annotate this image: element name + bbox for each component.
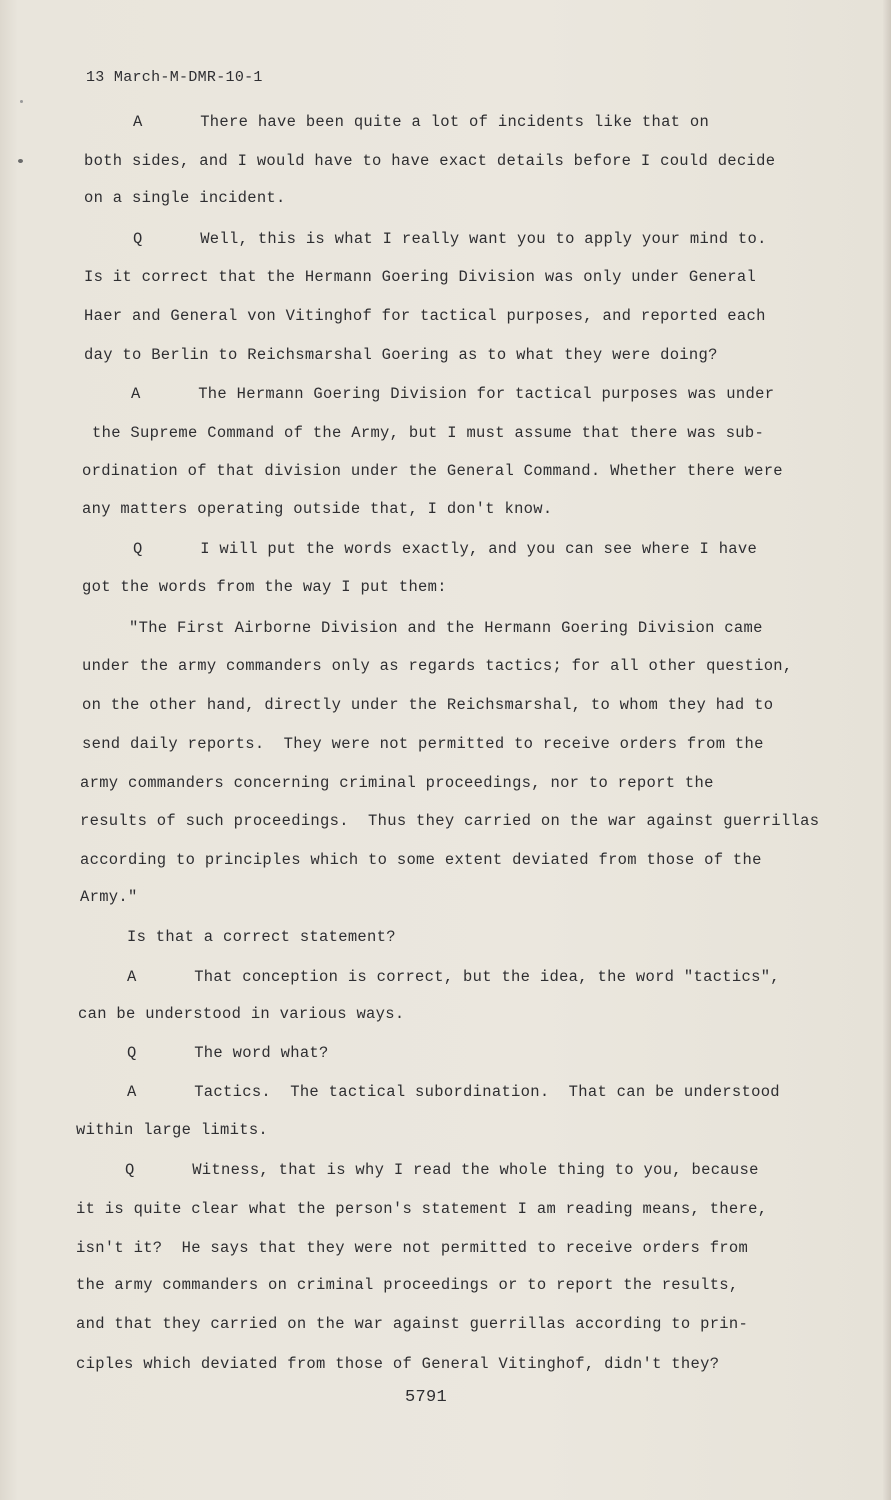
transcript-line: any matters operating outside that, I don't know. [82, 500, 553, 518]
document-header: 13 March-M-DMR-10-1 [86, 69, 263, 86]
transcript-line: within large limits. [76, 1121, 269, 1139]
transcript-line: Q The word what? [127, 1044, 329, 1062]
transcript-line: Is that a correct statement? [127, 928, 396, 946]
transcript-line: day to Berlin to Reichsmarshal Goering as to what they were doing? [84, 346, 718, 364]
margin-mark [18, 159, 23, 163]
page-edge [883, 0, 891, 1500]
transcript-line: A Tactics. The tactical subordination. That can be understood [127, 1083, 780, 1101]
page-number: 5791 [405, 1388, 448, 1407]
transcript-line: ciples which deviated from those of General Vitinghof, didn't they? [76, 1355, 720, 1373]
transcript-line: it is quite clear what the person's statement I am reading means, there, [76, 1200, 768, 1218]
transcript-line: both sides, and I would have to have exact details before I could decide [84, 152, 776, 170]
transcript-line: can be understood in various ways. [78, 1005, 405, 1023]
transcript-line: A There have been quite a lot of incidents like that on [133, 113, 710, 131]
transcript-line: ordination of that division under the General Command. Whether there were [82, 462, 783, 480]
transcript-line: Q Well, this is what I really want you to apply your mind to. [133, 230, 767, 248]
quoted-line: Army." [80, 888, 138, 906]
transcript-line: and that they carried on the war against guerrillas according to prin- [76, 1315, 749, 1333]
quoted-line: send daily reports. They were not permitted to receive orders from the [82, 735, 764, 753]
quoted-line: results of such proceedings. Thus they carried on the war against guerrillas [80, 812, 820, 830]
transcript-line: Haer and General von Vitinghof for tactical purposes, and reported each [84, 307, 766, 325]
transcript-line: Is it correct that the Hermann Goering Division was only under General [84, 268, 757, 286]
transcript-line: on a single incident. [84, 189, 286, 207]
quoted-line: according to principles which to some extent deviated from those of the [80, 851, 762, 869]
quoted-line: "The First Airborne Division and the Hermann Goering Division came [129, 619, 763, 637]
transcript-line: the army commanders on criminal proceedings or to report the results, [76, 1276, 739, 1294]
transcript-line: Q I will put the words exactly, and you can see where I have [133, 540, 758, 558]
transcript-line: isn't it? He says that they were not permitted to receive orders from [76, 1239, 749, 1257]
margin-mark [20, 100, 23, 103]
quoted-line: under the army commanders only as regards tactics; for all other question, [82, 657, 793, 675]
quoted-line: army commanders concerning criminal proceedings, nor to report the [80, 774, 714, 792]
transcript-line: A The Hermann Goering Division for tactical purposes was under [131, 385, 775, 403]
transcript-line: A That conception is correct, but the idea, the word "tactics", [127, 968, 780, 986]
quoted-line: on the other hand, directly under the Reichsmarshal, to whom they had to [82, 696, 774, 714]
transcript-line: Q Witness, that is why I read the whole thing to you, because [125, 1161, 759, 1179]
transcript-line: got the words from the way I put them: [82, 578, 447, 596]
transcript-line: the Supreme Command of the Army, but I must assume that there was sub- [92, 424, 765, 442]
